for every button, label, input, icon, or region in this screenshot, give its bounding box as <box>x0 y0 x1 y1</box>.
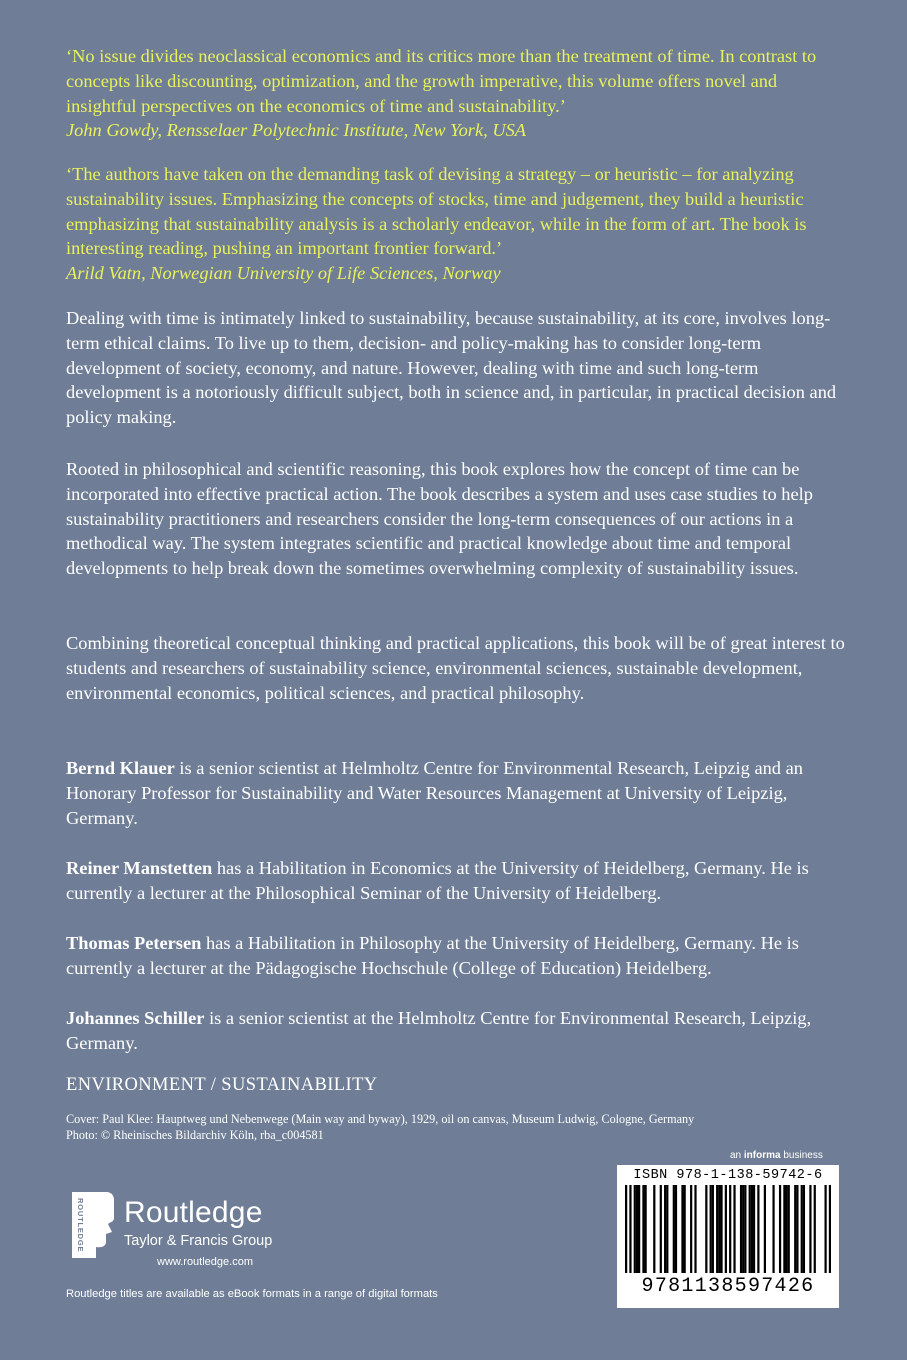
barcode-bar <box>751 1185 753 1273</box>
barcode-bar <box>629 1185 631 1273</box>
cover-credit: Cover: Paul Klee: Hauptweg und Nebenwege (Main way and byway), 1929, oil on canvas, Museum Ludwig, Cologne, Germany <box>66 1112 695 1126</box>
barcode-bar <box>733 1185 735 1273</box>
barcode-bar <box>675 1185 677 1273</box>
barcode-bar <box>729 1185 731 1273</box>
barcode-bar <box>757 1185 759 1273</box>
barcode-bar <box>645 1185 647 1273</box>
author-bio-text: is a senior scientist at Helmholtz Centre for Environmental Research, Leipzig and an Honorary Professor for Sustainability and Water Resources Management at University of Leipzig, Germany. <box>66 758 803 828</box>
author-name: Bernd Klauer <box>66 758 175 778</box>
routledge-head-icon <box>66 1192 116 1258</box>
isbn-label: ISBN 978-1-138-59742-6 <box>633 1168 823 1183</box>
endorsement-1 <box>66 44 846 143</box>
author-bio-klauer <box>66 756 848 830</box>
barcode-bar <box>634 1185 636 1273</box>
barcode-bar <box>653 1185 655 1273</box>
barcode-bar <box>796 1185 798 1273</box>
barcode-bar <box>681 1185 683 1273</box>
author-name: Johannes Schiller <box>66 1008 205 1028</box>
author-name: Thomas Petersen <box>66 933 202 953</box>
informa-word: informa <box>743 1150 781 1161</box>
barcode-bar <box>764 1185 766 1273</box>
informa-suffix: business <box>780 1150 823 1161</box>
barcode-bar <box>785 1185 787 1273</box>
author-bio-text: has a Habilitation in Philosophy at the University of Heidelberg, Germany. He is currently a lecturer at the Pädagogische Hochschule (College of Education) Heidelberg. <box>66 933 799 978</box>
barcode-bar <box>814 1185 816 1273</box>
publisher-name: Routledge <box>124 1196 263 1229</box>
informa-prefix: an <box>730 1150 744 1161</box>
barcode-bar <box>779 1185 781 1273</box>
publisher-url[interactable]: www.routledge.com <box>157 1256 253 1268</box>
spine-word: ROUTLEDGE <box>76 1198 85 1253</box>
ean-digits: 9781138597426 <box>641 1275 815 1298</box>
description-paragraph-2: Rooted in philosophical and scientific reasoning, this book explores how the concept of time can be incorporated into effective practical action. The book describes a system and uses case studies to help sustainability practitioners and researchers consider the long-term consequences of our actions in a methodical way. The system integrates scientific and practical knowledge about time and temporal developments to help break down the sometimes overwhelming complexity of sustainability issues. <box>66 459 813 579</box>
barcode-bar <box>710 1185 712 1273</box>
endorsement-quote: ‘The authors have taken on the demanding task of devising a strategy – or heuristic – for analyzing sustainability issues. Emphasizing the concepts of stocks, time and judgement, they build a heuristic emphasizing that sustainability analysis is a scholarly endeavor, while in the form of art. The book is interesting reading, pushing an important frontier forward.’ <box>66 164 807 259</box>
ebook-note: Routledge titles are available as eBook formats in a range of digital formats <box>66 1288 438 1300</box>
photo-credit: Photo: © Rheinisches Bildarchiv Köln, rba_c004581 <box>66 1128 324 1142</box>
isbn-barcode <box>617 1165 839 1308</box>
barcode-bar <box>673 1185 675 1273</box>
description-paragraph-1: Dealing with time is intimately linked to sustainability, because sustainability, at its core, involves long-term ethical claims. To live up to them, decision- and policy-making has to consider long-term development of society, economy, and nature. However, dealing with time and such long-term development is a notoriously difficult subject, both in science and, in particular, in practical decision and policy making. <box>66 308 837 428</box>
endorsement-2 <box>66 162 846 286</box>
endorsement-attribution: John Gowdy, Rensselaer Polytechnic Institute, New York, USA <box>66 120 527 141</box>
barcode-bar <box>725 1185 727 1273</box>
barcode-bar <box>625 1185 627 1273</box>
endorsement-quote: ‘No issue divides neoclassical economics and its critics more than the treatment of time. In contrast to concepts like discounting, optimization, and the growth imperative, this volume offers novel and insightful perspectives on the economics of time and sustainability.’ <box>66 46 817 116</box>
cover-credits <box>66 1111 826 1143</box>
barcode-bar <box>783 1185 785 1273</box>
barcode-bar <box>666 1185 668 1273</box>
barcode-bar <box>684 1185 686 1273</box>
description-paragraph-3: Combining theoretical conceptual thinking and practical applications, this book will be of great interest to students and researchers of sustainability science, environmental sciences, sustainable development, environmental economics, political sciences, and practical philosophy. <box>66 633 845 703</box>
barcode-bar <box>712 1185 714 1273</box>
barcode-bar <box>803 1185 805 1273</box>
barcode-bar <box>660 1185 662 1273</box>
barcode-bar <box>742 1185 744 1273</box>
barcode-bar <box>824 1185 826 1273</box>
author-name: Reiner Manstetten <box>66 858 213 878</box>
barcode-bar <box>636 1185 638 1273</box>
barcode-bar <box>638 1185 640 1273</box>
author-bio-schiller <box>66 1006 848 1056</box>
barcode-bars <box>625 1185 831 1273</box>
barcode-bar <box>664 1185 666 1273</box>
barcode-bar <box>829 1185 831 1273</box>
barcode-bar <box>749 1185 751 1273</box>
author-bio-petersen <box>66 931 848 981</box>
barcode-bar <box>801 1185 803 1273</box>
barcode-bar <box>794 1185 796 1273</box>
barcode-bar <box>694 1185 696 1273</box>
subject-category: ENVIRONMENT / SUSTAINABILITY <box>66 1075 378 1095</box>
publisher-group: Taylor & Francis Group <box>124 1233 273 1249</box>
barcode-bar <box>642 1185 644 1273</box>
barcode-bar <box>718 1185 720 1273</box>
author-bio-text: has a Habilitation in Economics at the University of Heidelberg, Germany. He is currently a lecturer at the Philosophical Seminar of the University of Heidelberg. <box>66 858 809 903</box>
barcode-bar <box>716 1185 718 1273</box>
author-bio-manstetten <box>66 856 848 906</box>
barcode-bar <box>740 1185 742 1273</box>
barcode-bar <box>788 1185 790 1273</box>
barcode-bar <box>705 1185 707 1273</box>
informa-tagline <box>730 1150 823 1161</box>
barcode-bar <box>809 1185 811 1273</box>
endorsement-attribution: Arild Vatn, Norwegian University of Life Sciences, Norway <box>66 263 501 284</box>
barcode-bar <box>720 1185 722 1273</box>
author-bio-text: is a senior scientist at the Helmholtz Centre for Environmental Research, Leipzig, Germany. <box>66 1008 812 1053</box>
barcode-bar <box>744 1185 746 1273</box>
barcode-bar <box>690 1185 692 1273</box>
barcode-bar <box>753 1185 755 1273</box>
barcode-bar <box>772 1185 774 1273</box>
